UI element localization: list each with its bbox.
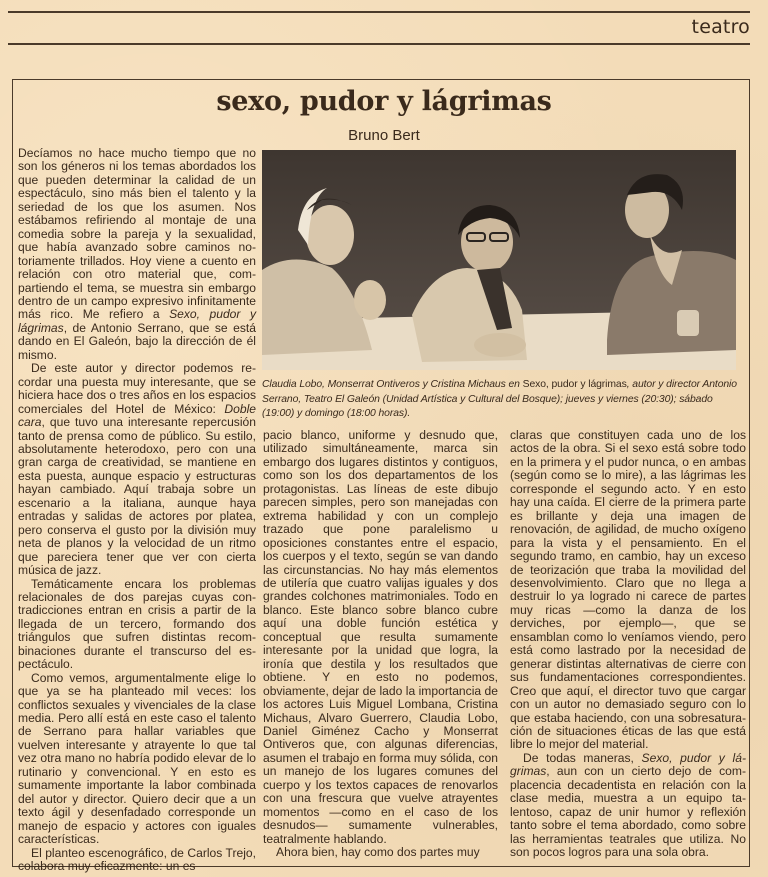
header-rule-bottom	[8, 43, 750, 45]
paragraph-text: , de Antonio Serrano, que se está dando en El Galeón, bajo la dirección de él mismo.	[18, 320, 256, 362]
paragraph-text: Temáticamente encara los problemas relacionales de dos parejas cuyas contradicciones entran en crisis a partir de la llegada de un tercero, formando dos triángulos que sufren distintas recombinaciones durante el transcurso del espectáculo.	[18, 576, 256, 672]
paragraph-text: El planteo escenográfico, de Carlos Trejo, colabora muy eficazmente: un es	[18, 845, 256, 874]
article-paragraph	[263, 429, 498, 846]
caption-play-title: Sexo, pudor y lágrimas	[522, 379, 627, 390]
article-paragraph	[18, 362, 256, 577]
paragraph-text: Como vemos, argumentalmente elige lo que ya se ha planteado mil veces: los conflictos sexuales y vivenciales de la clase media. Pero allí está en este caso el talento de Serrano para hallar variables que vuelven interesante y atrayente lo que tal vez otra mano no habría podido elevar de lo rutinario y convencional. Y en esto es sumamente importante la labor combinada del autor y director. Quiero decir que a un texto ágil y desenfadado corresponde un manejo de espacio y actores con iguales características.	[18, 670, 256, 847]
article-byline: Bruno Bert	[348, 127, 420, 144]
article-photo	[262, 150, 736, 370]
caption-credits: Claudia Lobo, Monserrat Ontiveros y Cristina Michaus en	[262, 379, 523, 390]
header-rule-top	[8, 11, 750, 13]
article-headline: sexo, pudor y lágrimas	[216, 86, 552, 117]
article-paragraph	[510, 429, 746, 752]
paragraph-text: De todas maneras,	[523, 750, 642, 765]
caption-details: , autor y director Antonio Serrano, Teatro El Galeón (Unidad Artística y Cultural del Bosque); jueves y viernes (20:30); sábado (19:00) y domingo (18:00 horas).	[262, 379, 737, 419]
section-label: teatro	[691, 16, 750, 38]
article-paragraph	[263, 846, 498, 859]
work-title: Doble cara	[18, 401, 256, 430]
paragraph-text: pacio blanco, uniforme y desnudo que, utilizado simultáneamente, marca sin embargo dos lugares distintos y contiguos, como son los dos departamentos de los protagonistas. Las líneas de este dibujo parecen simples, pero son manejadas con extrema habilidad y con un complejo trazado que pone paralelismo u oposiciones constantes entre el espacio, los cuerpos y el texto, según se van dando las circunstancias. No hay más elementos de utilería que cuatro valijas iguales y dos grandes colchones matrimoniales. Todo en blanco. Este blanco sobre blanco cubre aquí una doble función estética y conceptual que resulta sumamente interesante por la unidad que logra, la ironía que destila y los resultados que obtiene. Y en esto no podemos, obviamente, dejar de lado la importancia de los actores Luis Miguel Lombana, Cristina Michaus, Alvaro Guerrero, Claudia Lobo, Daniel Giménez Cacho y Monserrat Ontiveros que, con algunas diferencias, asumen el trabajo en forma muy sólida, con un manejo de los lugares comunes del cuerpo y los textos capaces de renovarlos con una frescura que vuelve atrayentes momentos —como en el caso de los desnudos— sumamente vulnerables, teatralmente hablando.	[263, 428, 498, 846]
article-paragraph	[18, 147, 256, 362]
article-paragraph	[510, 752, 746, 860]
photo-caption	[262, 378, 746, 422]
paragraph-text: , que tuvo una interesante repercusión tanto de prensa como de público. Su estilo, absolutamente heterodoxo, pero con una gran carga de creatividad, se mantiene en esta puesta, aunque espacio y estructuras hayan cambiado. Aquí trabaja sobre un escenario a la italiana, aunque haya entradas y salidas de actores por platea, pero conserva el gusto por la división muy neta de planos y la velocidad de un ritmo que pareciera tener que ver con cierta música de jazz.	[18, 415, 256, 578]
photo-illustration	[262, 150, 736, 370]
article-column-1	[18, 147, 256, 873]
work-title: Sexo, pudor y lágrimas	[18, 307, 256, 335]
article-paragraph	[18, 847, 256, 874]
article-column-3	[510, 429, 746, 860]
article-paragraph	[18, 578, 256, 672]
paragraph-text: De este autor y director podemos recordar una puesta muy interesante, que se hiciera hace dos o tres años en los espacios comerciales del Hotel de México:	[18, 361, 256, 416]
work-title: Sexo, pudor y lágrimas	[510, 750, 746, 779]
article-paragraph	[18, 672, 256, 847]
paragraph-text: , aun con un cierto dejo de complacencia decadentista en relación con la clase media, muestra a un equipo talentoso, capaz de unir humor y reflexión tanto sobre el tema abordado, como sobre las herramientas teatrales que utiliza. No son pocos logros para una sola obra.	[510, 764, 746, 860]
paragraph-text: claras que constituyen cada uno de los actos de la obra. Si el sexo está sobre todo en la primera y el pudor nunca, o en ambas (según como se lo mire), a las lágrimas les corresponde el segundo acto. Y en esto hay una caída. El cierre de la primera parte es brillante y deja una imagen de renovación, de agilidad, de mucho oxígeno para la vista y el pensamiento. En el segundo tramo, en cambio, hay un exceso de teorización que traba la movilidad del desenvolvimiento. Claro que no llega a destruir lo ya logrado ni carece de partes muy ricas —como la danza de los derviches, por ejemplo—, que se ensamblan como lo veníamos viendo, pero está como lastrado por la necesidad de generar distintas alternativas de cierre con sus fundamentaciones correspondientes. Creo que aquí, el director tuvo que cargar con un autor no demasiado seguro con lo que estaba haciendo, con una sobresaturación de situaciones éticas de las que está libre lo mejor del material.	[510, 428, 746, 752]
paragraph-text: Ahora bien, hay como dos partes muy	[276, 845, 480, 860]
article-column-2	[263, 429, 498, 860]
paragraph-text: Decíamos no hace mucho tiempo que no son los géneros ni los temas abordados los que pueden determinar la calidad de un espectáculo, sino más bien el talento y la seriedad de los que los asumen. Nos estábamos refiriendo al montaje de una comedia sobre la pareja y la sexualidad, que había avanzado sobre caminos notoriamente trillados. Hoy viene a cuento en relación con otro material que, compartiendo el tema, se muestra sin embargo dentro de un campo expresivo infinitamente más rico. Me refiero a	[18, 146, 256, 322]
